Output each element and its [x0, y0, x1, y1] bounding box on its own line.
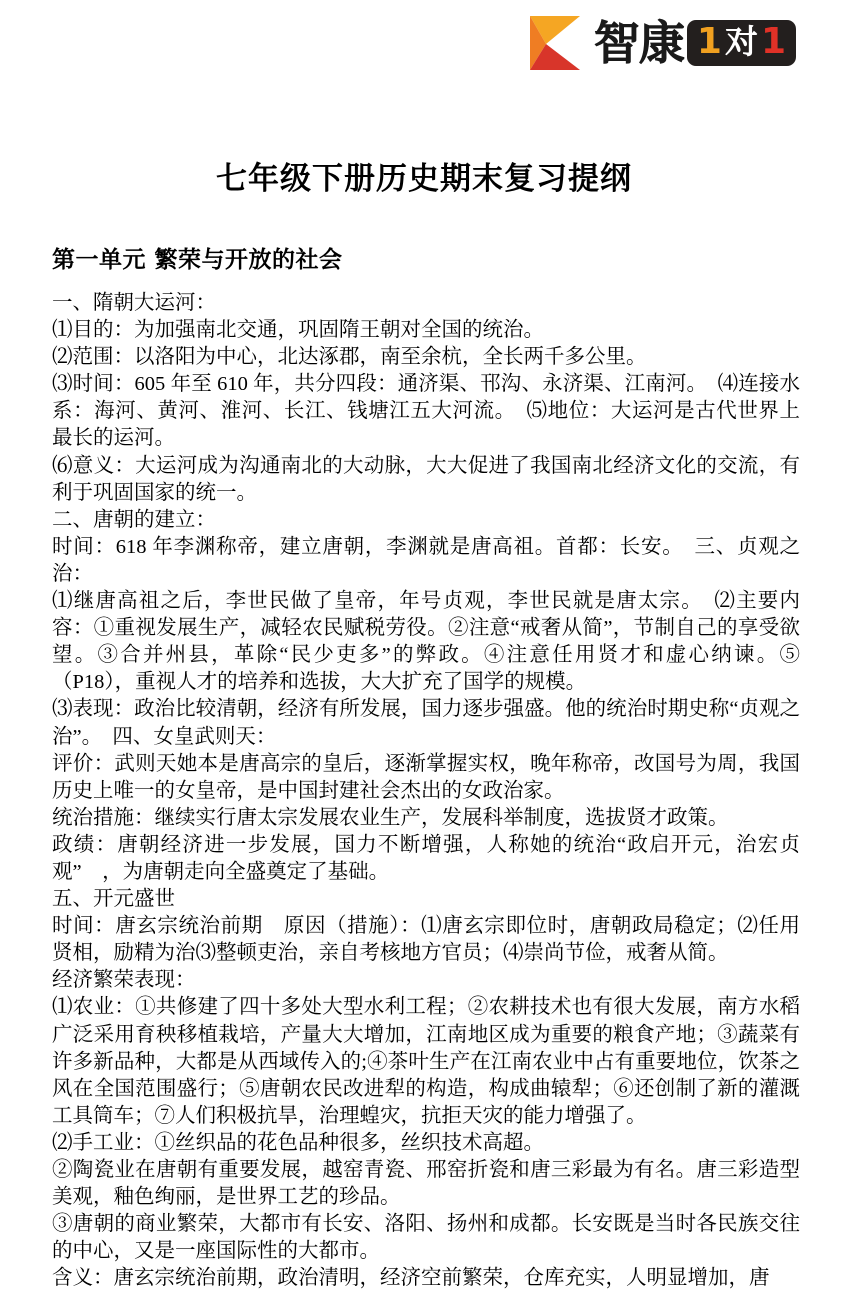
- body-paragraph: ⑵手工业：①丝织品的花色品种很多，丝织技术高超。: [52, 1131, 544, 1154]
- body-paragraph: 统治措施：继续实行唐太宗发展农业生产，发展科举制度，选拔贤才政策。: [52, 806, 729, 829]
- body-paragraph: 五、开元盛世: [52, 888, 175, 911]
- body-paragraph: 二、唐朝的建立：: [52, 508, 216, 531]
- body-paragraph: ⑴继唐高祖之后，李世民做了皇帝，年号贞观，李世民就是唐太宗。 ⑵主要内容：①重视发展生产，减轻农民赋税劳役。②注意“戒奢从简”，节制自己的享受欲望。③合并州县，革除“民少吏多”的弊政。④注意任用贤才和虚心纳谏。⑤（P18），重视人才的培养和选拔，大大扩充了国学的规模。: [52, 590, 800, 694]
- body-paragraph: 经济繁荣表现：: [52, 969, 196, 992]
- document-body: [52, 290, 800, 1292]
- badge-one-right: 1: [760, 21, 786, 62]
- brand-logo: [524, 12, 796, 74]
- badge-one-left: 1: [696, 21, 722, 62]
- body-paragraph: ⑹意义：大运河成为沟通南北的大动脉，大大促进了我国南北经济文化的交流，有利于巩固国家的统一。: [52, 454, 800, 504]
- unit-heading: 第一单元 繁荣与开放的社会: [52, 247, 343, 274]
- body-paragraph: 政绩：唐朝经济进一步发展，国力不断增强，人称她的统治“政启开元，治宏贞观” ，为唐朝走向全盛奠定了基础。: [52, 833, 800, 883]
- zhikang-k-mark-icon: [524, 14, 584, 72]
- page-header: [0, 0, 848, 95]
- body-paragraph: 时间：唐玄宗统治前期 原因（措施）：⑴唐玄宗即位时，唐朝政局稳定；⑵任用贤相，励精为治⑶整顿吏治，亲自考核地方官员；⑷崇尚节俭，戒奢从简。: [52, 915, 800, 965]
- body-paragraph: ②陶瓷业在唐朝有重要发展，越窑青瓷、邢窑折瓷和唐三彩最为有名。唐三彩造型美观，釉色绚丽，是世界工艺的珍品。: [52, 1159, 800, 1209]
- body-paragraph: ⑵范围：以洛阳为中心，北达涿郡，南至余杭，全长两千多公里。: [52, 346, 647, 369]
- body-paragraph: 评价：武则天她本是唐高宗的皇后，逐渐掌握实权，晚年称帝，改国号为周，我国历史上唯一的女皇帝，是中国封建社会杰出的女政治家。: [52, 752, 800, 802]
- body-paragraph: ⑶表现：政治比较清朝，经济有所发展，国力逐步强盛。他的统治时期史称“贞观之治”。 四、女皇武则天：: [52, 698, 800, 748]
- body-paragraph: 含义：唐玄宗统治前期，政治清明，经济空前繁荣，仓库充实，人明显增加，唐: [52, 1267, 770, 1290]
- badge-dui: 对: [724, 22, 758, 61]
- body-paragraph: ③唐朝的商业繁荣，大都市有长安、洛阳、扬州和成都。长安既是当时各民族交往的中心，又是一座国际性的大都市。: [52, 1213, 800, 1263]
- brand-badge: [687, 20, 796, 66]
- body-paragraph: ⑶时间：605 年至 610 年，共分四段：通济渠、邗沟、永济渠、江南河。 ⑷连接水系：海河、黄河、淮河、长江、钱塘江五大河流。 ⑸地位：大运河是古代世界上最长的运河。: [52, 373, 800, 450]
- page-title: 七年级下册历史期末复习提纲: [216, 160, 632, 197]
- body-paragraph: ⑴农业：①共修建了四十多处大型水利工程；②农耕技术也有很大发展，南方水稻广泛采用育秧移植栽培，产量大大增加，江南地区成为重要的粮食产地；③蔬菜有许多新品种，大都是从西域传入的;④茶叶生产在江南农业中占有重要地位，饮茶之风在全国范围盛行；⑤唐朝农民改进犁的构造，构成曲辕犁；⑥还创制了新的灌溉工具筒车；⑦人们积极抗旱，治理蝗灾，抗拒天灾的能力增强了。: [52, 996, 800, 1127]
- body-paragraph: 时间：618 年李渊称帝，建立唐朝，李渊就是唐高祖。首都：长安。 三、贞观之治：: [52, 535, 800, 585]
- body-paragraph: 一、隋朝大运河：: [52, 292, 216, 314]
- body-paragraph: ⑴目的：为加强南北交通，巩固隋王朝对全国的统治。: [52, 319, 544, 342]
- brand-wordmark: 智康: [593, 16, 684, 70]
